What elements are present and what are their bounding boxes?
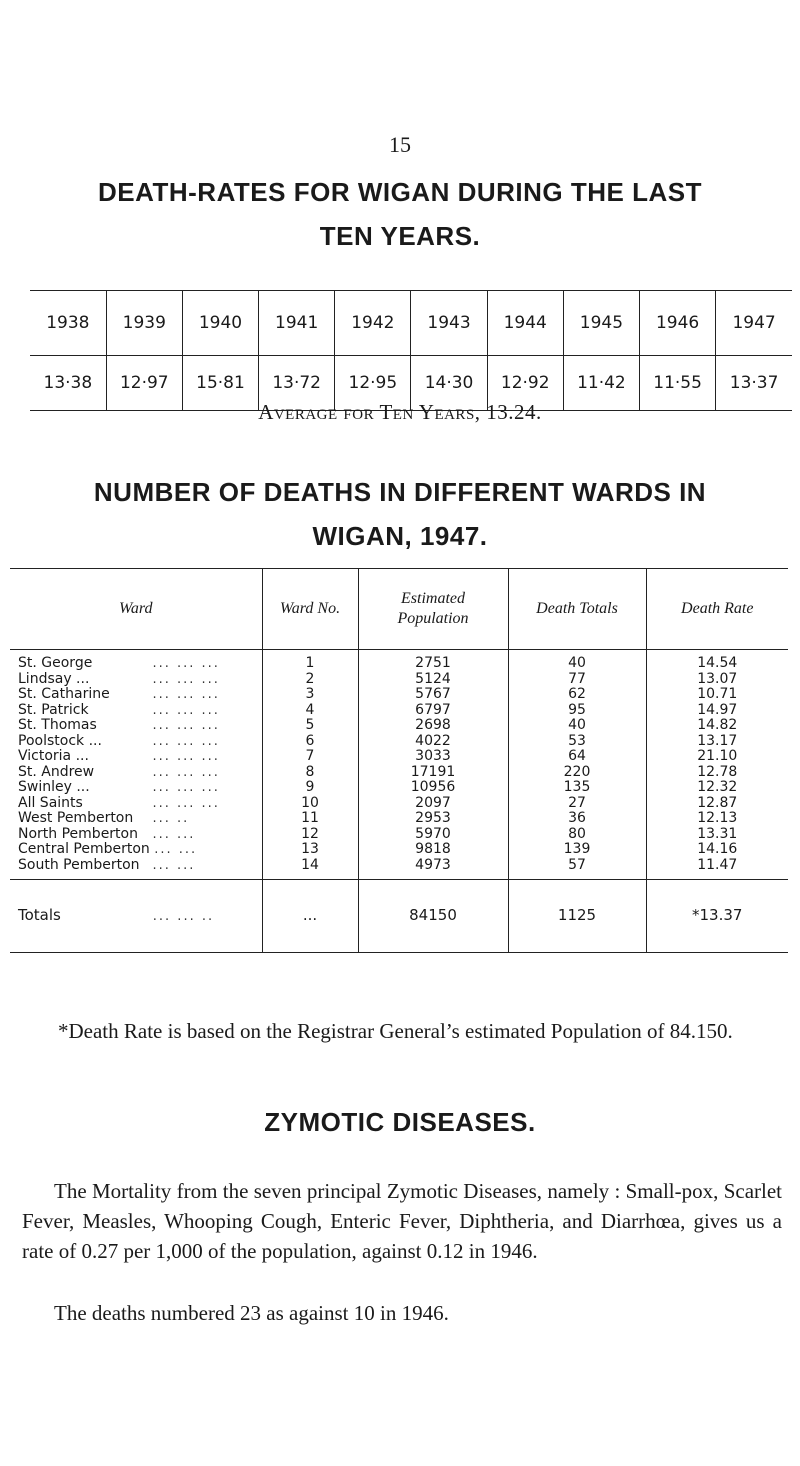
population-cell: 2751 [358, 650, 508, 672]
population-cell: 10956 [358, 780, 508, 796]
ward-name-cell [10, 718, 262, 734]
dot-leader: ... ... ... [152, 733, 220, 749]
ward-name: St. Patrick [18, 701, 89, 718]
table-row [10, 749, 788, 765]
dot-leader: ... ... ... [152, 780, 220, 795]
rate-cell: 12.32 [646, 780, 788, 796]
dot-leader: ... ... ... [152, 795, 220, 811]
ward-name-cell [10, 780, 262, 796]
wards-header-row [10, 569, 788, 650]
year-cell: 1939 [106, 291, 182, 356]
rate-cell: 13·37 [716, 356, 792, 411]
deaths-cell: 62 [508, 687, 646, 703]
rate-cell: 13·72 [259, 356, 335, 411]
rate-cell: 15·81 [182, 356, 258, 411]
ward-name: St. George [18, 655, 93, 671]
ward-no-cell: 8 [262, 765, 358, 781]
population-cell: 4022 [358, 734, 508, 750]
rate-cell: 11·55 [640, 356, 716, 411]
ward-name: Central Pemberton [18, 841, 150, 857]
year-cell: 1944 [487, 291, 563, 356]
ten-year-average: Average for Ten Years, 13.24. [258, 400, 542, 424]
ward-name-cell [10, 672, 262, 688]
population-cell: 2097 [358, 796, 508, 812]
totals-row [10, 880, 788, 953]
ward-no-cell: 11 [262, 811, 358, 827]
ward-no-cell: 3 [262, 687, 358, 703]
year-cell: 1938 [30, 291, 106, 356]
dot-leader: ... ... ... [152, 718, 220, 733]
ward-name: North Pemberton [18, 825, 138, 842]
ward-no-cell: 10 [262, 796, 358, 812]
deaths-cell: 53 [508, 734, 646, 750]
rate-cell: 12·97 [106, 356, 182, 411]
year-cell: 1940 [182, 291, 258, 356]
deaths-numbered-paragraph: The deaths numbered 23 as against 10 in 1946. [54, 1301, 449, 1325]
column-header-ward-no: Ward No. [262, 569, 358, 650]
ward-no-cell: 7 [262, 749, 358, 765]
rate-cell: 13·38 [30, 356, 106, 411]
population-cell: 5767 [358, 687, 508, 703]
deaths-cell: 57 [508, 858, 646, 880]
deaths-cell: 64 [508, 749, 646, 765]
rate-cell: 13.31 [646, 827, 788, 843]
population-cell: 6797 [358, 703, 508, 719]
year-cell: 1943 [411, 291, 487, 356]
deaths-cell: 40 [508, 650, 646, 672]
dot-leader: ... ... ... [152, 702, 220, 718]
population-cell: 2953 [358, 811, 508, 827]
page-number: 15 [389, 132, 411, 157]
year-cell: 1945 [563, 291, 639, 356]
deaths-cell: 135 [508, 780, 646, 796]
ward-name-cell [10, 687, 262, 703]
ward-name: South Pemberton [18, 856, 140, 873]
deaths-cell: 80 [508, 827, 646, 843]
ward-deaths-heading [0, 470, 800, 558]
ward-name-cell [10, 842, 262, 858]
ward-name: Poolstock ... [18, 732, 102, 749]
rate-cell: 11.47 [646, 858, 788, 880]
ward-no-cell: 12 [262, 827, 358, 843]
ward-name: St. Andrew [18, 763, 95, 780]
ward-name-cell [10, 765, 262, 781]
rate-cell: 13.17 [646, 734, 788, 750]
deaths-cell: 36 [508, 811, 646, 827]
totals-population-cell: 84150 [358, 880, 508, 953]
zymotic-diseases-heading: ZYMOTIC DISEASES. [264, 1107, 536, 1137]
rate-cell: 12.87 [646, 796, 788, 812]
table-row [10, 672, 788, 688]
totals-label-cell [10, 880, 262, 953]
wards-table [10, 568, 788, 953]
ward-name: All Saints [18, 794, 83, 811]
dot-leader: ... ... ... [152, 671, 220, 687]
ward-no-cell: 5 [262, 718, 358, 734]
dot-leader: ... ... ... [152, 749, 220, 764]
ward-name-cell [10, 703, 262, 719]
rate-cell: 14.82 [646, 718, 788, 734]
ward-name: St. Thomas [18, 717, 97, 733]
dot-leader: ... ... ... [152, 656, 220, 671]
table-row [10, 734, 788, 750]
dot-leader: ... ... ... [152, 687, 220, 702]
deaths-cell: 27 [508, 796, 646, 812]
ward-no-cell: 14 [262, 858, 358, 880]
year-cell: 1942 [335, 291, 411, 356]
column-header-death-totals: Death Totals [508, 569, 646, 650]
rate-cell: 14·30 [411, 356, 487, 411]
rate-cell: 10.71 [646, 687, 788, 703]
rate-cell: 12·95 [335, 356, 411, 411]
table-row [10, 765, 788, 781]
heading-line: TEN YEARS. [319, 221, 481, 251]
ward-no-cell: 4 [262, 703, 358, 719]
deaths-cell: 40 [508, 718, 646, 734]
table-row [10, 842, 788, 858]
ward-name: St. Catharine [18, 686, 110, 702]
ward-name-cell [10, 650, 262, 672]
totals-deaths-cell: 1125 [508, 880, 646, 953]
population-cell: 5970 [358, 827, 508, 843]
population-cell: 2698 [358, 718, 508, 734]
table-row [10, 650, 788, 672]
ward-name: Victoria ... [18, 748, 89, 764]
table-row [10, 780, 788, 796]
ward-name: Lindsay ... [18, 670, 90, 687]
zymotic-paragraph: The Mortality from the seven principal Zymotic Diseases, namely : Small-pox, Scarlet Fever, Measles, Whooping Cough, Enteric Fever, Diphtheria, and Diarrhœa, gives us a rate of 0.27 per 1,000 of the population, against 0.12 in 1946. [22, 1179, 782, 1263]
table-row [10, 811, 788, 827]
ward-name-cell [10, 734, 262, 750]
ward-no-cell: 1 [262, 650, 358, 672]
ten-year-rates-table [30, 290, 792, 411]
ward-name-cell [10, 811, 262, 827]
deaths-cell: 77 [508, 672, 646, 688]
column-header-death-rate: Death Rate [646, 569, 788, 650]
ward-no-cell: 13 [262, 842, 358, 858]
death-rate-footnote: *Death Rate is based on the Registrar General’s estimated Population of 84.150. [58, 1019, 733, 1043]
rate-cell: 12.13 [646, 811, 788, 827]
death-rates-heading [0, 170, 800, 258]
totals-no-cell: ... [262, 880, 358, 953]
rate-cell: 12.78 [646, 765, 788, 781]
ward-name-cell [10, 749, 262, 765]
table-row [10, 703, 788, 719]
dot-leader: ... ... ... [152, 764, 220, 780]
rate-cell: 12·92 [487, 356, 563, 411]
column-header-population: Estimated Population [358, 569, 508, 650]
ward-name-cell [10, 858, 262, 880]
population-cell: 5124 [358, 672, 508, 688]
column-header-ward: Ward [10, 569, 262, 650]
heading-line: DEATH-RATES FOR WIGAN DURING THE LAST [98, 177, 702, 207]
rate-cell: 13.07 [646, 672, 788, 688]
year-cell: 1946 [640, 291, 716, 356]
heading-line: WIGAN, 1947. [312, 521, 488, 551]
dot-leader: ... .. [152, 811, 190, 826]
table-row [10, 687, 788, 703]
population-cell: 17191 [358, 765, 508, 781]
rate-cell: 14.54 [646, 650, 788, 672]
population-cell: 3033 [358, 749, 508, 765]
ward-name: Swinley ... [18, 779, 90, 795]
table-row [10, 858, 788, 880]
ward-no-cell: 6 [262, 734, 358, 750]
ward-no-cell: 2 [262, 672, 358, 688]
deaths-cell: 139 [508, 842, 646, 858]
deaths-cell: 220 [508, 765, 646, 781]
year-cell: 1947 [716, 291, 792, 356]
rate-cell: 14.16 [646, 842, 788, 858]
table-row [10, 718, 788, 734]
rate-cell: 14.97 [646, 703, 788, 719]
table-row [10, 827, 788, 843]
totals-label: Totals [18, 905, 61, 924]
ward-name: West Pemberton [18, 810, 134, 826]
dot-leader: ... ... [154, 842, 198, 857]
ward-no-cell: 9 [262, 780, 358, 796]
rate-cell: 21.10 [646, 749, 788, 765]
rate-cell: 11·42 [563, 356, 639, 411]
year-cell: 1941 [259, 291, 335, 356]
table-row [10, 796, 788, 812]
years-row [30, 291, 792, 356]
totals-rate-cell: *13.37 [646, 880, 788, 953]
ward-name-cell [10, 796, 262, 812]
ward-name-cell [10, 827, 262, 843]
dot-leader: ... ... [152, 857, 196, 873]
dot-leader: ... ... [152, 826, 196, 842]
dot-leader: ... ... .. [152, 908, 215, 924]
population-cell: 4973 [358, 858, 508, 880]
heading-line: NUMBER OF DEATHS IN DIFFERENT WARDS IN [93, 477, 707, 507]
deaths-cell: 95 [508, 703, 646, 719]
population-cell: 9818 [358, 842, 508, 858]
